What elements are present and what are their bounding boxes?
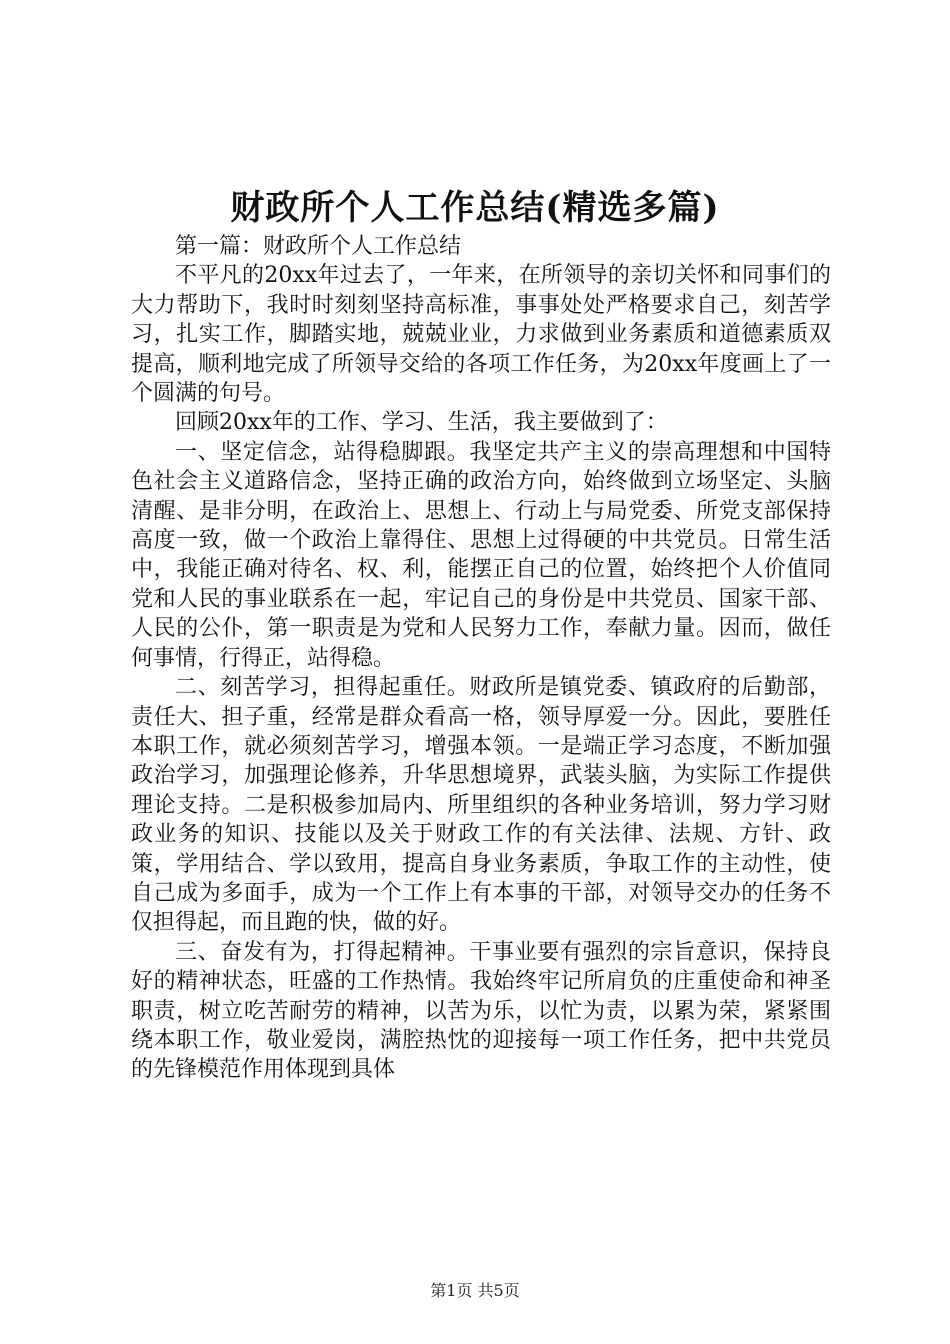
paragraph: 二、刻苦学习，担得起重任。财政所是镇党委、镇政府的后勤部，责任大、担子重，经常是群众看高一格，领导厚爱一分。因此，要胜任本职工作，就必须刻苦学习，增强本领。一是端正学习态度，不断加强政治学习，加强理论修养，升华思想境界，武装头脑，为实际工作提供理论支持。二是积极参加局内、所里组织的各种业务培训，努力学习财政业务的知识、技能以及关于财政工作的有关法律、法规、方针、政策，学用结合、学以致用，提高自身业务素质，争取工作的主动性，使自己成为多面手，成为一个工作上有本事的干部，对领导交办的任务不仅担得起，而且跑的快，做的好。 <box>131 675 831 936</box>
paragraph: 三、奋发有为，打得起精神。干事业要有强烈的宗旨意识，保持良好的精神状态，旺盛的工作热情。我始终牢记所肩负的庄重使命和神圣职责，树立吃苦耐劳的精神，以苦为乐，以忙为责，以累为荣，紧紧围绕本职工作，敬业爱岗，满腔热忱的迎接每一项工作任务，把中共党员的先锋模范作用体现到具体 <box>131 939 831 1083</box>
paragraph: 回顾20xx年的工作、学习、生活，我主要做到了： <box>175 410 668 436</box>
paragraph: 一、坚定信念，站得稳脚跟。我坚定共产主义的崇高理想和中国特色社会主义道路信念，坚持正确的政治方向，始终做到立场坚定、头脑清醒、是非分明，在政治上、思想上、行动上与局党委、所党支部保持高度一致，做一个政治上靠得住、思想上过得硬的中共党员。日常生活中，我能正确对待名、权、利，能摆正自己的位置，始终把个人价值同党和人民的事业联系在一起，牢记自己的身份是中共党员、国家干部、人民的公仆，第一职责是为党和人民努力工作，奉献力量。因而，做任何事情，行得正，站得稳。 <box>131 439 831 671</box>
document-title: 财政所个人工作总结(精选多篇) <box>230 188 720 228</box>
section-heading: 第一篇：财政所个人工作总结 <box>175 234 462 259</box>
document-body <box>131 232 831 1085</box>
paragraph: 不平凡的20xx年过去了，一年来，在所领导的亲切关怀和同事们的大力帮助下，我时时刻刻坚持高标准，事事处处严格要求自己，刻苦学习，扎实工作，脚踏实地，兢兢业业，力求做到业务素质和道德素质双提高，顺利地完成了所领导交给的各项工作任务，为20xx年度画上了一个圆满的句号。 <box>131 263 831 407</box>
page-footer: 第1页 共5页 <box>430 1281 520 1300</box>
